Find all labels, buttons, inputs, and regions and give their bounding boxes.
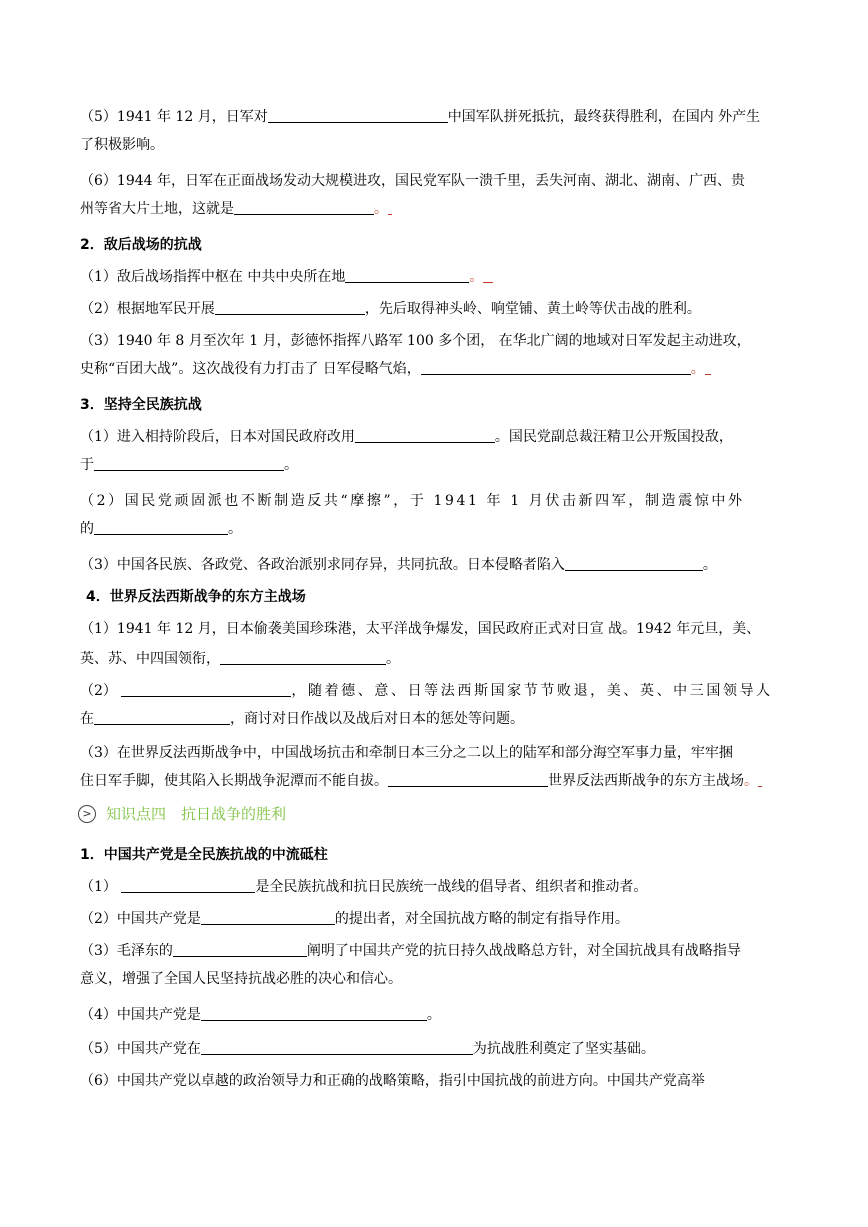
item-d3: （3）在世界反法西斯战争中，中国战场抗击和牵制日本三分之二以上的陆军和部分海空军事力量，牢牢捆	[80, 745, 733, 761]
answer-blank[interactable]	[173, 942, 307, 957]
item-d2-cont: 在 ，商讨对日作战以及战后对日本的惩处等问题。	[80, 711, 524, 727]
answer-blank[interactable]	[201, 910, 335, 925]
answer-blank[interactable]	[201, 1006, 427, 1021]
section-heading: 1．中国共产党是全民族抗战的中流砥柱	[80, 847, 328, 863]
answer-blank[interactable]	[421, 360, 691, 375]
item-e6: （6）中国共产党以卓越的政治领导力和正确的战略策略，指引中国抗战的前进方向。中国共产党高举	[80, 1073, 705, 1089]
answer-blank[interactable]	[355, 428, 495, 443]
section-heading: 2．敌后战场的抗战	[80, 237, 202, 253]
item-c1: （1）进入相持阶段后，日本对国民政府改用 。国民党副总裁汪精卫公开叛国投敌，	[80, 429, 733, 445]
item-e3-cont: 意义，增强了全国人民坚持抗战必胜的决心和信心。	[80, 971, 402, 987]
item-e3: （3）毛泽东的 阐明了中国共产党的抗日持久战战略总方针，对全国抗战具有战略指导	[80, 943, 741, 959]
answer-blank[interactable]	[121, 878, 255, 893]
answer-blank[interactable]	[215, 300, 365, 315]
item-e5: （5）中国共产党在 为抗战胜利奠定了坚实基础。	[80, 1041, 655, 1057]
answer-blank[interactable]	[121, 682, 291, 697]
section-heading: 3．坚持全民族抗战	[80, 397, 202, 413]
arrow-circle-icon: >	[78, 805, 96, 823]
answer-blank[interactable]	[388, 772, 548, 787]
answer-blank[interactable]	[201, 1040, 473, 1055]
answer-blank[interactable]	[234, 200, 374, 215]
item-c2-cont: 的 。	[80, 521, 242, 537]
item-6: （6）1944 年，日军在正面战场发动大规模进攻，国民党军队一溃千里，丢失河南、湖北、湖南、广西、贵	[80, 173, 745, 189]
item-d2: （2） ，随着德、意、日等法西斯国家节节败退，美、英、中三国领导人	[80, 683, 773, 699]
answer-blank[interactable]	[345, 268, 469, 283]
item-b2: （2）根据地军民开展 ，先后取得神头岭、响堂铺、黄土岭等伏击战的胜利。	[80, 301, 701, 317]
answer-blank[interactable]	[94, 520, 228, 535]
item-b3: （3）1940 年 8 月至次年 1 月，彭德怀指挥八路军 100 多个团， 在华北广阔的地域对日军发起主动进攻，	[80, 333, 751, 349]
item-5: （5）1941 年 12 月，日军对 中国军队拼死抵抗，最终获得胜利，在国内 外产生	[80, 109, 761, 125]
item-b3-cont: 史称“百团大战”。这次战役有力打击了 日军侵略气焰， 。	[80, 360, 790, 378]
knowledge-point-header: > 知识点四 抗日战争的胜利	[78, 803, 286, 824]
item-c3: （3）中国各民族、各政党、各政治派别求同存异，共同抗敌。日本侵略者陷入 。	[80, 557, 717, 573]
answer-blank[interactable]	[94, 710, 230, 725]
item-c2: （2）国民党顽固派也不断制造反共“摩擦”，于 1941 年 1 月伏击新四军，制造震惊中外	[80, 493, 745, 509]
item-d1-cont: 英、苏、中四国领衔， 。	[80, 651, 400, 667]
item-e1: （1） 是全民族抗战和抗日民族统一战线的倡导者、组织者和推动者。	[80, 879, 648, 895]
item-6-cont: 州等省大片土地，这就是 。	[80, 200, 790, 218]
item-e4: （4）中国共产党是 。	[80, 1007, 441, 1023]
answer-blank[interactable]	[565, 556, 703, 571]
answer-blank[interactable]	[94, 456, 284, 471]
item-b1: （1）敌后战场指挥中枢在 中共中央所在地 。	[80, 268, 790, 286]
answer-blank[interactable]	[220, 650, 386, 665]
answer-blank[interactable]	[268, 108, 448, 123]
item-c1-cont: 于 。	[80, 457, 298, 473]
item-d1: （1）1941 年 12 月，日本偷袭美国珍珠港，太平洋战争爆发，国民政府正式对日宣 战。1942 年元旦，美、	[80, 621, 761, 637]
item-d3-cont: 住日军手脚，使其陷入长期战争泥潭而不能自拔。 世界反法西斯战争的东方主战场。	[80, 772, 790, 790]
item-e2: （2）中国共产党是 的提出者，对全国抗战方略的制定有指导作用。	[80, 911, 629, 927]
item-5-cont: 了积极影响。	[80, 137, 164, 153]
section-heading: 4．世界反法西斯战争的东方主战场	[86, 589, 306, 605]
